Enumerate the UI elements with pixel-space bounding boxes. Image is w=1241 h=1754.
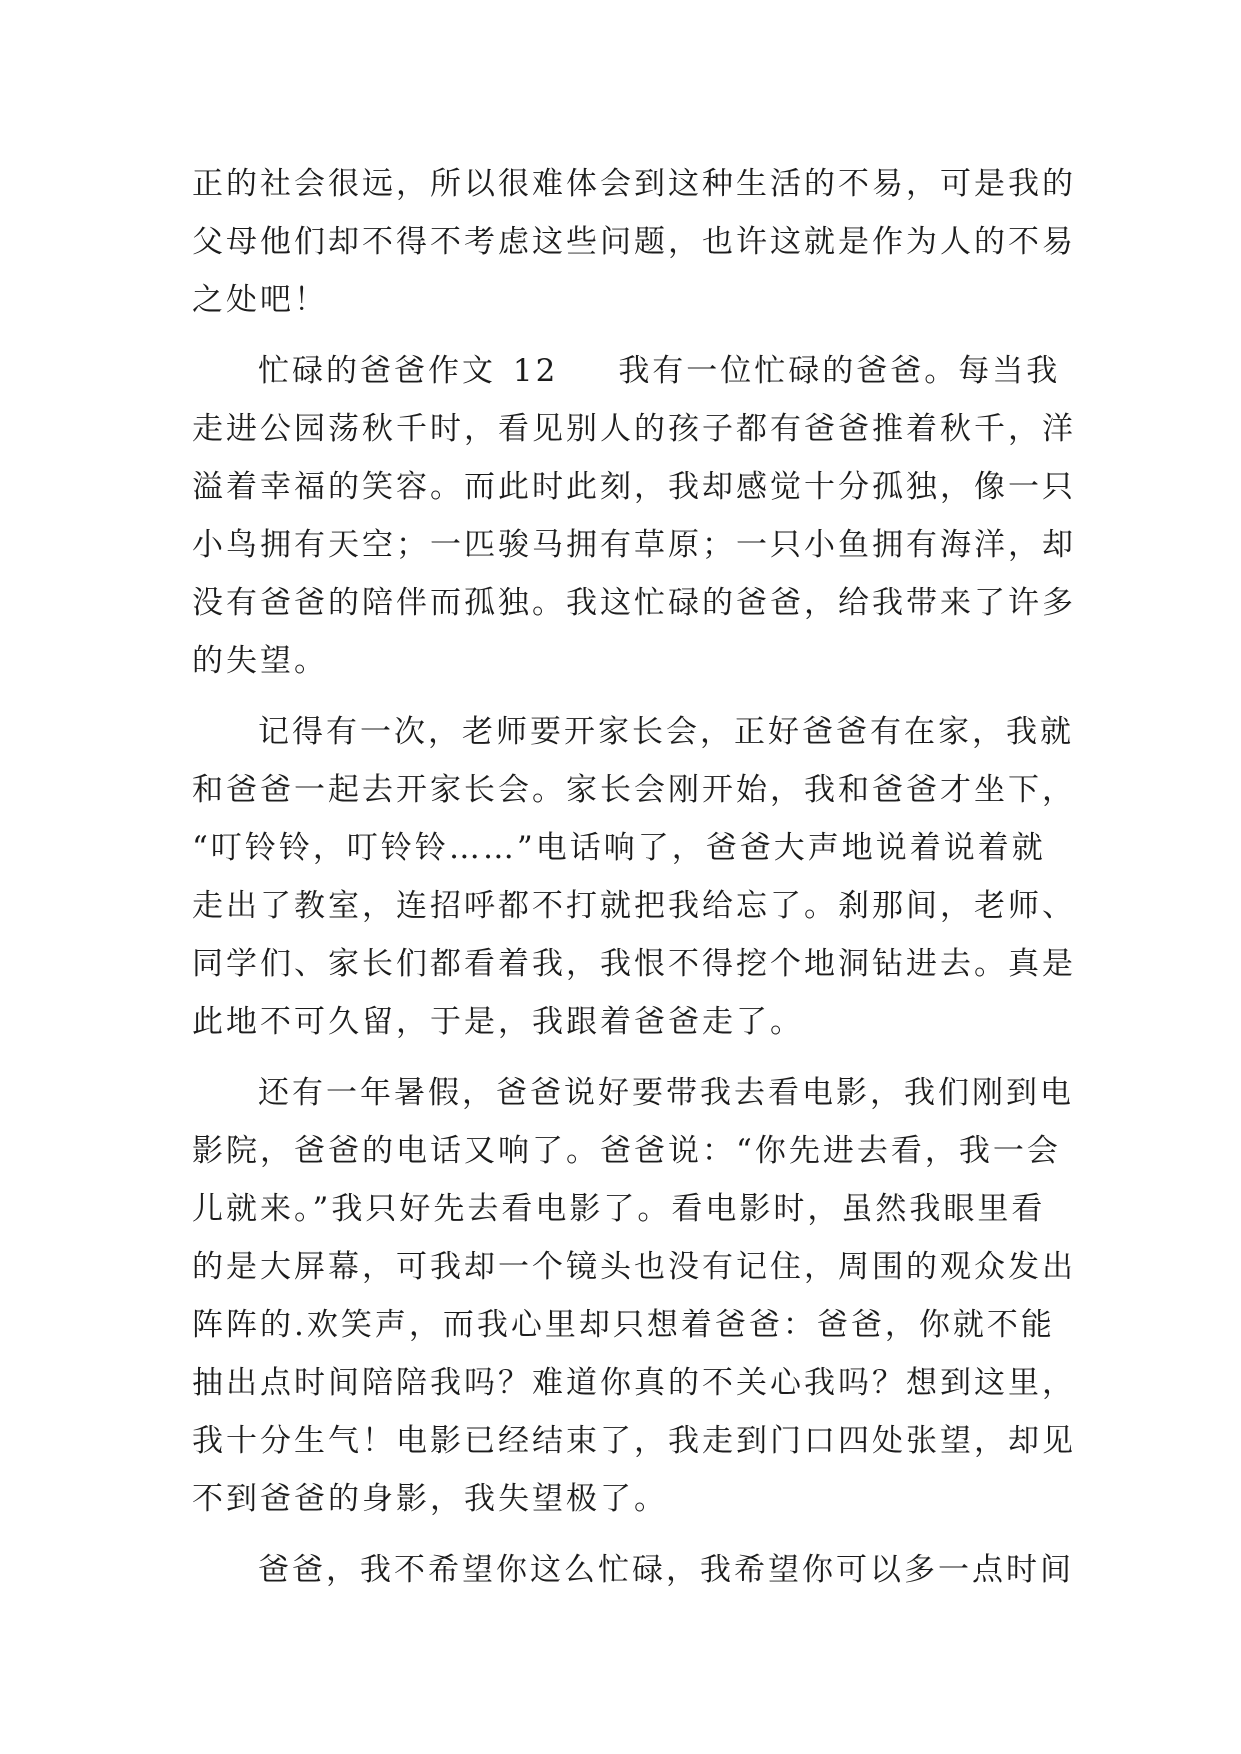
text-line: 的是大屏幕，可我却一个镜头也没有记住，周围的观众发出 <box>192 1249 1076 1285</box>
text-line: 不到爸爸的身影，我失望极了。 <box>192 1481 668 1517</box>
text-line: 小鸟拥有天空；一匹骏马拥有草原；一只小鱼拥有海洋，却 <box>192 527 1076 563</box>
paragraph-2 <box>192 342 1076 690</box>
text-line: 爸爸，我不希望你这么忙碌，我希望你可以多一点时间 <box>258 1552 1074 1588</box>
text-line: 溢着幸福的笑容。而此时此刻，我却感觉十分孤独，像一只 <box>192 469 1076 505</box>
text-line: 走进公园荡秋千时，看见别人的孩子都有爸爸推着秋千，洋 <box>192 411 1076 447</box>
text-line: 抽出点时间陪陪我吗？难道你真的不关心我吗？想到这里， <box>192 1365 1076 1401</box>
text-line-fragment: 我有一位忙碌的爸爸。每当我 <box>618 353 1061 389</box>
paragraph-3 <box>192 703 1076 1051</box>
essay-heading-line <box>192 342 1061 400</box>
text-line: 我十分生气！电影已经结束了，我走到门口四处张望，却见 <box>192 1423 1076 1459</box>
text-line: 阵阵的.欢笑声，而我心里却只想着爸爸：爸爸，你就不能 <box>192 1307 1055 1343</box>
text-line: 同学们、家长们都看着我，我恨不得挖个地洞钻进去。真是 <box>192 946 1076 982</box>
text-line: 儿就来。”我只好先去看电影了。看电影时，虽然我眼里看 <box>192 1191 1046 1227</box>
text-line: 父母他们却不得不考虑这些问题，也许这就是作为人的不易 <box>192 224 1076 260</box>
text-line: 和爸爸一起去开家长会。家长会刚开始，我和爸爸才坐下， <box>192 772 1076 808</box>
text-line: “叮铃铃，叮铃铃……”电话响了，爸爸大声地说着说着就 <box>192 830 1046 866</box>
text-line: 还有一年暑假，爸爸说好要带我去看电影，我们刚到电 <box>258 1075 1074 1111</box>
paragraph-5 <box>192 1541 1074 1599</box>
paragraph-1 <box>192 155 1076 329</box>
text-line: 走出了教室，连招呼都不打就把我给忘了。刹那间，老师、 <box>192 888 1076 924</box>
text-line: 之处吧！ <box>192 282 328 318</box>
text-line: 此地不可久留，于是，我跟着爸爸走了。 <box>192 1004 804 1040</box>
text-line: 记得有一次，老师要开家长会，正好爸爸有在家，我就 <box>258 714 1074 750</box>
text-line: 的失望。 <box>192 643 328 679</box>
text-line: 正的社会很远，所以很难体会到这种生活的不易，可是我的 <box>192 166 1076 202</box>
text-line: 影院，爸爸的电话又响了。爸爸说：“你先进去看，我一会 <box>192 1133 1061 1169</box>
text-line: 没有爸爸的陪伴而孤独。我这忙碌的爸爸，给我带来了许多 <box>192 585 1076 621</box>
essay-heading-title: 忙碌的爸爸作文 <box>258 353 496 389</box>
essay-heading-number: 12 <box>512 353 559 389</box>
document-body <box>192 155 1076 1599</box>
paragraph-4 <box>192 1064 1076 1528</box>
